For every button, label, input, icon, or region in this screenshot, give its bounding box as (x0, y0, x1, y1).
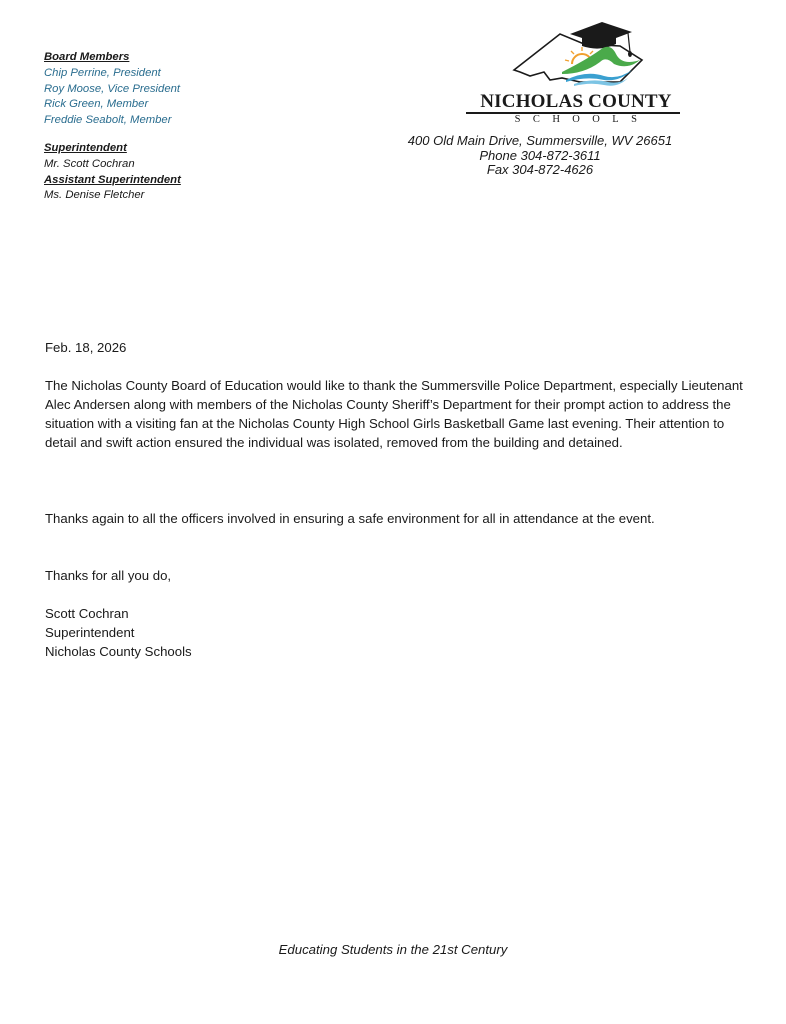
school-logo (460, 20, 690, 130)
signer-organization: Nicholas County Schools (45, 644, 192, 659)
address: 400 Old Main Drive, Summersville, WV 26651 (407, 133, 673, 148)
board-listing (44, 50, 181, 204)
board-members-heading: Board Members (44, 51, 130, 63)
superintendent-name: Mr. Scott Cochran (44, 157, 135, 170)
signature-block (45, 604, 745, 661)
phone: Phone 304-872-3611 (479, 147, 601, 163)
signer-name: Scott Cochran (45, 606, 129, 621)
org-name: NICHOLAS COUNTY (480, 91, 672, 112)
spacer (44, 129, 181, 141)
footer-tagline: Educating Students in the 21st Century (278, 942, 508, 957)
board-member: Rick Green, Member (44, 98, 149, 111)
org-subtitle: SCHOOLS (514, 114, 650, 125)
contact-info (380, 134, 700, 178)
letter-body (45, 338, 745, 661)
fax: Fax 304-872-4626 (486, 162, 594, 177)
paragraph-thanks: The Nicholas County Board of Education would like to thank the Summersville Police Department, especially Lieutenant Alec Andersen along with members of the Nicholas County Sheriff’s Department for their prompt action to address the situation with a visiting fan at the Nicholas County High School Girls Basketball Game last evening. Their attention to detail and swift action ensured the individual was isolated, removed from the building and detained. (45, 378, 743, 450)
board-member: Chip Perrine, President (44, 66, 161, 79)
superintendent-heading: Superintendent (44, 141, 127, 154)
board-member: Roy Moose, Vice President (44, 82, 181, 95)
paragraph-thanks-again: Thanks again to all the officers involved in ensuring a safe environment for all in attendance at the event. (45, 511, 655, 526)
signer-title: Superintendent (45, 625, 135, 640)
graduation-cap-county-map-icon (500, 20, 680, 92)
assistant-superintendent-name: Ms. Denise Fletcher (44, 189, 145, 202)
closing-line: Thanks for all you do, (45, 568, 172, 583)
letter-date: Feb. 18, 2026 (45, 340, 127, 355)
assistant-superintendent-heading: Assistant Superintendent (44, 173, 181, 186)
board-member: Freddie Seabolt, Member (44, 114, 172, 127)
